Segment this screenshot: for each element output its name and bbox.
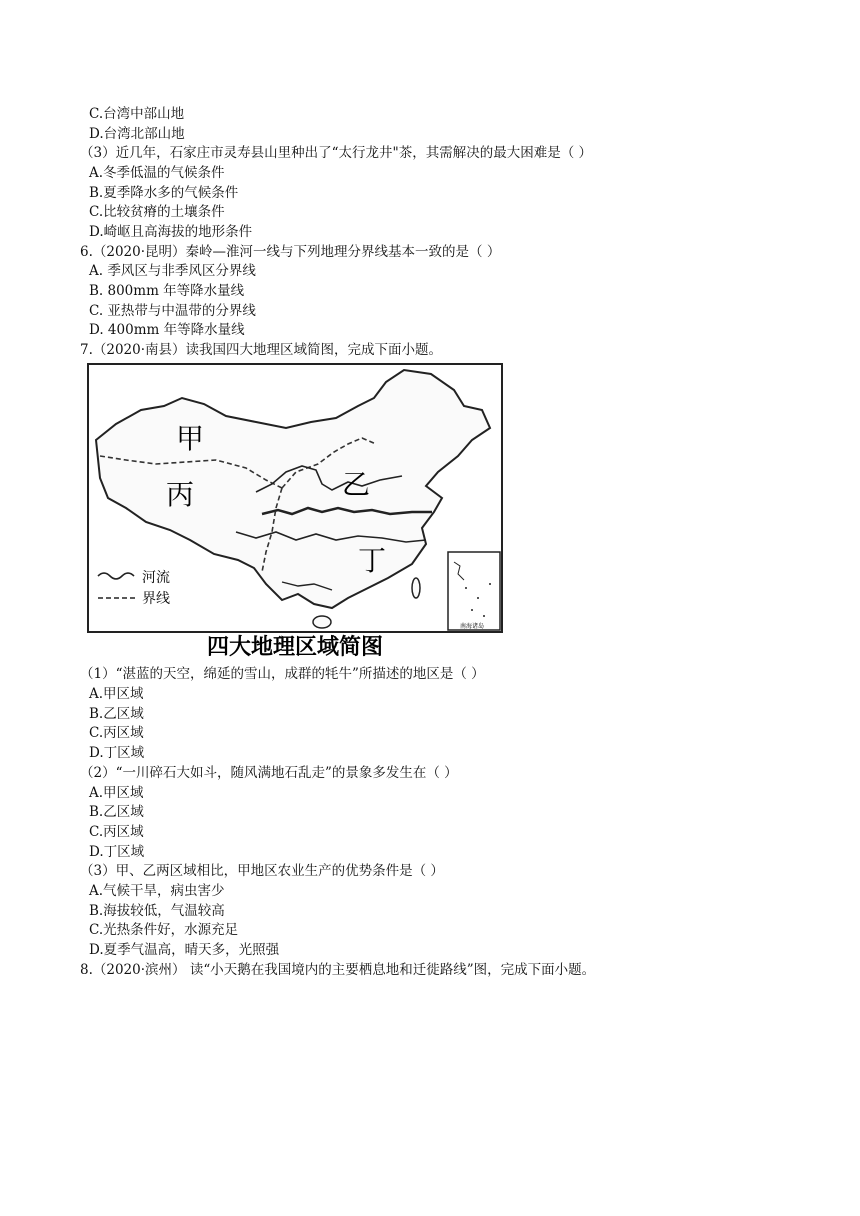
map-title: 四大地理区域简图 — [206, 635, 384, 658]
south-china-sea-inset — [448, 552, 500, 630]
q5-sub3-option-a: A.冬季低温的气候条件 — [89, 165, 225, 181]
q7-sub1-option-d: D.丁区域 — [89, 745, 145, 761]
legend-boundary-label: 界线 — [142, 591, 170, 607]
q6-stem: 6.（2020·昆明）秦岭—淮河一线与下列地理分界线基本一致的是（ ） — [80, 244, 501, 260]
china-four-regions-map — [86, 362, 504, 658]
q5-sub3-option-c: C.比较贫瘠的土壤条件 — [89, 204, 225, 220]
q5-option-c: C.台湾中部山地 — [89, 106, 185, 122]
q7-sub3-stem: （3）甲、乙两区域相比，甲地区农业生产的优势条件是（ ） — [80, 863, 444, 879]
region-yi-label: 乙 — [342, 468, 371, 501]
inset-label: 南海诸岛 — [459, 623, 485, 630]
q7-stem: 7.（2020·南县）读我国四大地理区域简图，完成下面小题。 — [80, 342, 443, 358]
q5-sub3-option-d: D.崎岖且高海拔的地形条件 — [89, 224, 253, 240]
q7-sub3-option-d: D.夏季气温高，晴天多，光照强 — [89, 942, 280, 958]
q6-option-b: B. 800mm 年等降水量线 — [89, 283, 245, 299]
hainan-island — [313, 616, 331, 628]
q6-option-a: A. 季风区与非季风区分界线 — [89, 263, 256, 279]
region-jia-label: 甲 — [176, 422, 205, 455]
q7-sub1-option-a: A.甲区域 — [89, 686, 144, 702]
q5-option-d: D.台湾北部山地 — [89, 126, 185, 142]
q6-option-c: C. 亚热带与中温带的分界线 — [89, 303, 256, 319]
q7-sub2-option-c: C.丙区域 — [89, 824, 144, 840]
q7-sub1-option-b: B.乙区域 — [89, 706, 144, 722]
q5-sub3-option-b: B.夏季降水多的气候条件 — [89, 185, 239, 201]
q6-option-d: D. 400mm 年等降水量线 — [89, 322, 245, 338]
q7-sub2-option-d: D.丁区域 — [89, 844, 145, 860]
q7-sub2-option-a: A.甲区域 — [89, 785, 144, 801]
legend-river-label: 河流 — [142, 570, 170, 586]
q7-sub2-stem: （2）“一川碎石大如斗，随风满地石乱走”的景象多发生在（ ） — [80, 765, 458, 781]
q7-sub3-option-b: B.海拔较低，气温较高 — [89, 903, 225, 919]
q8-stem: 8.（2020·滨州） 读“小天鹅在我国境内的主要栖息地和迁徙路线”图，完成下面小题。 — [80, 962, 596, 978]
q5-sub3-stem: （3）近几年，石家庄市灵寿县山里种出了“太行龙井"茶，其需解决的最大困难是（ ） — [80, 145, 592, 161]
region-ding-label: 丁 — [358, 544, 387, 577]
q7-sub3-option-a: A.气候干旱，病虫害少 — [89, 883, 225, 899]
q7-sub1-stem: （1）“湛蓝的天空，绵延的雪山，成群的牦牛”所描述的地区是（ ） — [80, 666, 485, 682]
q7-sub1-option-c: C.丙区域 — [89, 725, 144, 741]
region-bing-label: 丙 — [166, 478, 195, 511]
taiwan-island — [412, 578, 420, 598]
q7-sub2-option-b: B.乙区域 — [89, 804, 144, 820]
q7-sub3-option-c: C.光热条件好，水源充足 — [89, 922, 239, 938]
